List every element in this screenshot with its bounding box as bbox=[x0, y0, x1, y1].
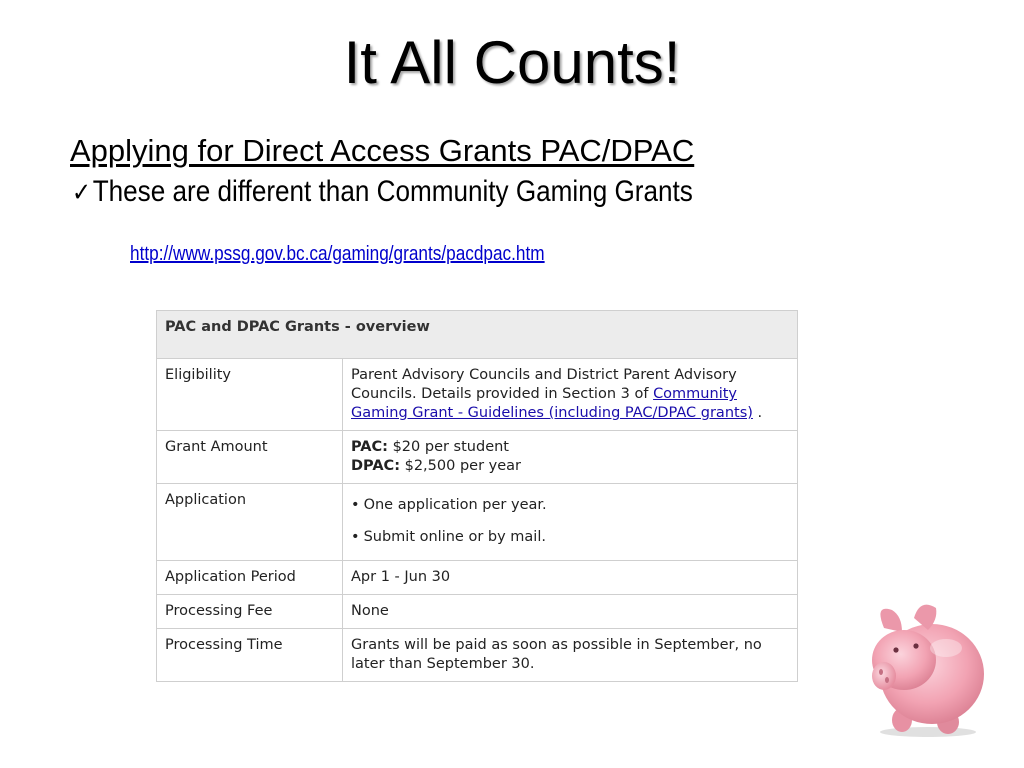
application-list bbox=[351, 496, 789, 547]
bullet-text: These are different than Community Gaming Grants bbox=[92, 175, 693, 208]
piggy-bank-icon bbox=[862, 598, 992, 738]
table-row bbox=[157, 561, 798, 595]
table-row bbox=[157, 359, 798, 431]
guidelines-link[interactable]: Community Gaming Grant - Guidelines (including PAC/DPAC grants) bbox=[351, 386, 753, 421]
list-item: • One application per year. bbox=[351, 497, 547, 513]
dpac-label: DPAC: bbox=[351, 458, 400, 474]
dpac-value: $2,500 per year bbox=[404, 458, 521, 474]
pac-value: $20 per student bbox=[392, 439, 509, 455]
grant-amount-value bbox=[343, 431, 798, 484]
application-period-value: Apr 1 - Jun 30 bbox=[343, 561, 798, 595]
table-header-row bbox=[157, 311, 798, 359]
eligibility-end: . bbox=[757, 405, 763, 421]
processing-fee-value: None bbox=[343, 595, 798, 629]
processing-time-value: Grants will be paid as soon as possible in September, no later than September 30. bbox=[343, 629, 798, 682]
application-value bbox=[343, 484, 798, 561]
row-label-application: Application bbox=[157, 484, 343, 561]
grants-overview-table bbox=[156, 310, 798, 682]
subheading: Applying for Direct Access Grants PAC/DPAC bbox=[70, 133, 695, 168]
row-label-processing-fee: Processing Fee bbox=[157, 595, 343, 629]
table-row bbox=[157, 629, 798, 682]
slide-title: It All Counts! bbox=[343, 29, 681, 96]
table-row bbox=[157, 431, 798, 484]
eligibility-text: Parent Advisory Councils and District Parent Advisory Councils. Details provided in Section 3 of bbox=[351, 367, 737, 402]
row-label-application-period: Application Period bbox=[157, 561, 343, 595]
row-label-processing-time: Processing Time bbox=[157, 629, 343, 682]
list-item: • Submit online or by mail. bbox=[351, 529, 546, 545]
checkmark-icon: ✓ bbox=[72, 178, 91, 208]
bullet-dot-icon: • bbox=[351, 529, 360, 545]
eligibility-value bbox=[343, 359, 798, 431]
table-row bbox=[157, 484, 798, 561]
grants-url-link[interactable]: http://www.pssg.gov.bc.ca/gaming/grants/pacdpac.htm bbox=[130, 243, 545, 265]
table-row bbox=[157, 595, 798, 629]
row-label-grant-amount: Grant Amount bbox=[157, 431, 343, 484]
bullet-item bbox=[72, 175, 693, 209]
row-label-eligibility: Eligibility bbox=[157, 359, 343, 431]
bullet-dot-icon: • bbox=[351, 497, 360, 513]
table-header: PAC and DPAC Grants - overview bbox=[157, 311, 798, 359]
pac-label: PAC: bbox=[351, 439, 388, 455]
